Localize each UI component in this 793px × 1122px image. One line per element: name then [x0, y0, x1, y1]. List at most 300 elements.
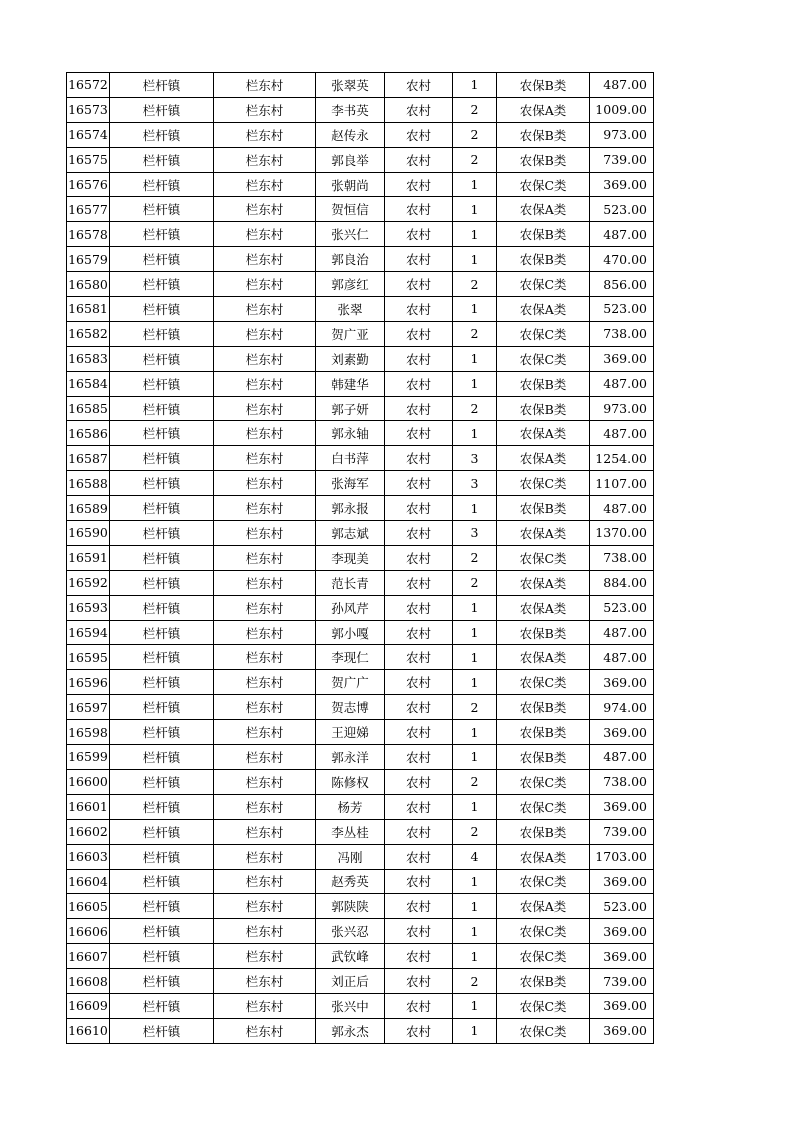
category-cell: 农保B类	[497, 371, 590, 396]
amount-cell: 739.00	[590, 969, 654, 994]
category-cell: 农保A类	[497, 97, 590, 122]
amount-cell: 738.00	[590, 545, 654, 570]
town-cell: 栏杆镇	[110, 720, 214, 745]
table-row	[67, 97, 654, 122]
id-cell: 16589	[67, 496, 110, 521]
id-cell: 16593	[67, 595, 110, 620]
amount-cell: 487.00	[590, 222, 654, 247]
count-cell: 1	[453, 620, 497, 645]
count-cell: 4	[453, 844, 497, 869]
category-cell: 农保B类	[497, 396, 590, 421]
village-cell: 栏东村	[214, 396, 316, 421]
table-row	[67, 595, 654, 620]
id-cell: 16574	[67, 122, 110, 147]
count-cell: 2	[453, 969, 497, 994]
town-cell: 栏杆镇	[110, 521, 214, 546]
count-cell: 1	[453, 595, 497, 620]
amount-cell: 523.00	[590, 894, 654, 919]
amount-cell: 738.00	[590, 769, 654, 794]
amount-cell: 973.00	[590, 396, 654, 421]
name-cell: 贺恒信	[316, 197, 385, 222]
category-cell: 农保A类	[497, 844, 590, 869]
town-cell: 栏杆镇	[110, 346, 214, 371]
name-cell: 郭永轴	[316, 421, 385, 446]
household-type-cell: 农村	[385, 944, 453, 969]
village-cell: 栏东村	[214, 720, 316, 745]
category-cell: 农保B类	[497, 222, 590, 247]
name-cell: 李现美	[316, 545, 385, 570]
count-cell: 1	[453, 869, 497, 894]
household-type-cell: 农村	[385, 371, 453, 396]
count-cell: 2	[453, 122, 497, 147]
data-table	[66, 72, 654, 1044]
amount-cell: 369.00	[590, 919, 654, 944]
count-cell: 1	[453, 645, 497, 670]
category-cell: 农保A类	[497, 521, 590, 546]
amount-cell: 856.00	[590, 272, 654, 297]
category-cell: 农保C类	[497, 321, 590, 346]
village-cell: 栏东村	[214, 346, 316, 371]
id-cell: 16598	[67, 720, 110, 745]
id-cell: 16577	[67, 197, 110, 222]
name-cell: 张海军	[316, 471, 385, 496]
household-type-cell: 农村	[385, 595, 453, 620]
category-cell: 农保B类	[497, 147, 590, 172]
table-row	[67, 396, 654, 421]
name-cell: 冯刚	[316, 844, 385, 869]
village-cell: 栏东村	[214, 794, 316, 819]
id-cell: 16610	[67, 1018, 110, 1043]
category-cell: 农保B类	[497, 73, 590, 98]
count-cell: 3	[453, 446, 497, 471]
name-cell: 武钦峰	[316, 944, 385, 969]
village-cell: 栏东村	[214, 521, 316, 546]
village-cell: 栏东村	[214, 321, 316, 346]
village-cell: 栏东村	[214, 222, 316, 247]
town-cell: 栏杆镇	[110, 222, 214, 247]
table-row	[67, 894, 654, 919]
village-cell: 栏东村	[214, 695, 316, 720]
table-row	[67, 1018, 654, 1043]
town-cell: 栏杆镇	[110, 297, 214, 322]
category-cell: 农保C类	[497, 1018, 590, 1043]
town-cell: 栏杆镇	[110, 73, 214, 98]
id-cell: 16581	[67, 297, 110, 322]
town-cell: 栏杆镇	[110, 794, 214, 819]
category-cell: 农保C类	[497, 346, 590, 371]
id-cell: 16591	[67, 545, 110, 570]
table-row	[67, 147, 654, 172]
village-cell: 栏东村	[214, 247, 316, 272]
category-cell: 农保C类	[497, 272, 590, 297]
count-cell: 1	[453, 919, 497, 944]
id-cell: 16582	[67, 321, 110, 346]
household-type-cell: 农村	[385, 670, 453, 695]
household-type-cell: 农村	[385, 745, 453, 770]
name-cell: 郭永洋	[316, 745, 385, 770]
village-cell: 栏东村	[214, 371, 316, 396]
amount-cell: 1703.00	[590, 844, 654, 869]
household-type-cell: 农村	[385, 993, 453, 1018]
table-row	[67, 695, 654, 720]
id-cell: 16605	[67, 894, 110, 919]
town-cell: 栏杆镇	[110, 894, 214, 919]
category-cell: 农保B类	[497, 695, 590, 720]
id-cell: 16584	[67, 371, 110, 396]
category-cell: 农保A类	[497, 446, 590, 471]
count-cell: 2	[453, 570, 497, 595]
table-row	[67, 645, 654, 670]
category-cell: 农保A类	[497, 570, 590, 595]
amount-cell: 1254.00	[590, 446, 654, 471]
household-type-cell: 农村	[385, 73, 453, 98]
name-cell: 张朝尚	[316, 172, 385, 197]
village-cell: 栏东村	[214, 197, 316, 222]
id-cell: 16573	[67, 97, 110, 122]
category-cell: 农保A类	[497, 595, 590, 620]
category-cell: 农保B类	[497, 819, 590, 844]
count-cell: 1	[453, 73, 497, 98]
id-cell: 16601	[67, 794, 110, 819]
amount-cell: 369.00	[590, 869, 654, 894]
name-cell: 韩建华	[316, 371, 385, 396]
village-cell: 栏东村	[214, 496, 316, 521]
id-cell: 16579	[67, 247, 110, 272]
category-cell: 农保B类	[497, 720, 590, 745]
amount-cell: 487.00	[590, 645, 654, 670]
household-type-cell: 农村	[385, 844, 453, 869]
town-cell: 栏杆镇	[110, 247, 214, 272]
amount-cell: 369.00	[590, 944, 654, 969]
amount-cell: 487.00	[590, 73, 654, 98]
category-cell: 农保B类	[497, 745, 590, 770]
village-cell: 栏东村	[214, 471, 316, 496]
village-cell: 栏东村	[214, 844, 316, 869]
amount-cell: 487.00	[590, 371, 654, 396]
count-cell: 1	[453, 894, 497, 919]
id-cell: 16586	[67, 421, 110, 446]
id-cell: 16600	[67, 769, 110, 794]
id-cell: 16609	[67, 993, 110, 1018]
name-cell: 刘正后	[316, 969, 385, 994]
count-cell: 1	[453, 794, 497, 819]
name-cell: 郭陕陕	[316, 894, 385, 919]
count-cell: 2	[453, 695, 497, 720]
town-cell: 栏杆镇	[110, 745, 214, 770]
count-cell: 2	[453, 769, 497, 794]
name-cell: 郭子妍	[316, 396, 385, 421]
amount-cell: 1009.00	[590, 97, 654, 122]
table-row	[67, 446, 654, 471]
name-cell: 李现仁	[316, 645, 385, 670]
amount-cell: 523.00	[590, 595, 654, 620]
household-type-cell: 农村	[385, 471, 453, 496]
table-row	[67, 172, 654, 197]
town-cell: 栏杆镇	[110, 1018, 214, 1043]
town-cell: 栏杆镇	[110, 371, 214, 396]
amount-cell: 523.00	[590, 197, 654, 222]
town-cell: 栏杆镇	[110, 620, 214, 645]
table-row	[67, 819, 654, 844]
household-type-cell: 农村	[385, 620, 453, 645]
town-cell: 栏杆镇	[110, 993, 214, 1018]
name-cell: 郭良治	[316, 247, 385, 272]
table-row	[67, 272, 654, 297]
category-cell: 农保C类	[497, 993, 590, 1018]
amount-cell: 369.00	[590, 993, 654, 1018]
household-type-cell: 农村	[385, 421, 453, 446]
id-cell: 16583	[67, 346, 110, 371]
town-cell: 栏杆镇	[110, 147, 214, 172]
category-cell: 农保C类	[497, 471, 590, 496]
household-type-cell: 农村	[385, 446, 453, 471]
amount-cell: 487.00	[590, 745, 654, 770]
table-row	[67, 993, 654, 1018]
table-row	[67, 73, 654, 98]
category-cell: 农保B类	[497, 969, 590, 994]
name-cell: 范长青	[316, 570, 385, 595]
id-cell: 16599	[67, 745, 110, 770]
category-cell: 农保C类	[497, 670, 590, 695]
count-cell: 3	[453, 471, 497, 496]
name-cell: 郭永报	[316, 496, 385, 521]
count-cell: 1	[453, 745, 497, 770]
amount-cell: 973.00	[590, 122, 654, 147]
name-cell: 郭永杰	[316, 1018, 385, 1043]
table-row	[67, 745, 654, 770]
village-cell: 栏东村	[214, 570, 316, 595]
table-row	[67, 620, 654, 645]
town-cell: 栏杆镇	[110, 844, 214, 869]
town-cell: 栏杆镇	[110, 944, 214, 969]
village-cell: 栏东村	[214, 670, 316, 695]
id-cell: 16572	[67, 73, 110, 98]
category-cell: 农保C类	[497, 172, 590, 197]
household-type-cell: 农村	[385, 122, 453, 147]
count-cell: 1	[453, 670, 497, 695]
count-cell: 1	[453, 993, 497, 1018]
village-cell: 栏东村	[214, 993, 316, 1018]
table-row	[67, 197, 654, 222]
household-type-cell: 农村	[385, 297, 453, 322]
household-type-cell: 农村	[385, 247, 453, 272]
household-type-cell: 农村	[385, 819, 453, 844]
amount-cell: 738.00	[590, 321, 654, 346]
town-cell: 栏杆镇	[110, 969, 214, 994]
count-cell: 1	[453, 371, 497, 396]
category-cell: 农保B类	[497, 247, 590, 272]
amount-cell: 487.00	[590, 496, 654, 521]
name-cell: 郭志斌	[316, 521, 385, 546]
amount-cell: 884.00	[590, 570, 654, 595]
count-cell: 2	[453, 97, 497, 122]
id-cell: 16580	[67, 272, 110, 297]
town-cell: 栏杆镇	[110, 272, 214, 297]
household-type-cell: 农村	[385, 172, 453, 197]
table-row	[67, 969, 654, 994]
village-cell: 栏东村	[214, 620, 316, 645]
id-cell: 16588	[67, 471, 110, 496]
category-cell: 农保A类	[497, 197, 590, 222]
household-type-cell: 农村	[385, 645, 453, 670]
count-cell: 1	[453, 1018, 497, 1043]
town-cell: 栏杆镇	[110, 545, 214, 570]
amount-cell: 974.00	[590, 695, 654, 720]
count-cell: 1	[453, 247, 497, 272]
table-row	[67, 944, 654, 969]
category-cell: 农保C类	[497, 869, 590, 894]
id-cell: 16606	[67, 919, 110, 944]
table-row	[67, 222, 654, 247]
town-cell: 栏杆镇	[110, 471, 214, 496]
name-cell: 贺广亚	[316, 321, 385, 346]
household-type-cell: 农村	[385, 396, 453, 421]
table-row	[67, 122, 654, 147]
village-cell: 栏东村	[214, 969, 316, 994]
town-cell: 栏杆镇	[110, 919, 214, 944]
name-cell: 张兴中	[316, 993, 385, 1018]
village-cell: 栏东村	[214, 1018, 316, 1043]
village-cell: 栏东村	[214, 919, 316, 944]
amount-cell: 1107.00	[590, 471, 654, 496]
table-row	[67, 247, 654, 272]
id-cell: 16602	[67, 819, 110, 844]
id-cell: 16595	[67, 645, 110, 670]
household-type-cell: 农村	[385, 272, 453, 297]
household-type-cell: 农村	[385, 720, 453, 745]
village-cell: 栏东村	[214, 122, 316, 147]
category-cell: 农保A类	[497, 421, 590, 446]
table-row	[67, 346, 654, 371]
town-cell: 栏杆镇	[110, 396, 214, 421]
village-cell: 栏东村	[214, 272, 316, 297]
table-row	[67, 794, 654, 819]
town-cell: 栏杆镇	[110, 595, 214, 620]
amount-cell: 470.00	[590, 247, 654, 272]
household-type-cell: 农村	[385, 919, 453, 944]
town-cell: 栏杆镇	[110, 695, 214, 720]
town-cell: 栏杆镇	[110, 769, 214, 794]
household-type-cell: 农村	[385, 794, 453, 819]
town-cell: 栏杆镇	[110, 421, 214, 446]
amount-cell: 487.00	[590, 620, 654, 645]
name-cell: 张翠英	[316, 73, 385, 98]
amount-cell: 739.00	[590, 819, 654, 844]
id-cell: 16578	[67, 222, 110, 247]
table-row	[67, 844, 654, 869]
household-type-cell: 农村	[385, 695, 453, 720]
village-cell: 栏东村	[214, 894, 316, 919]
name-cell: 王迎娣	[316, 720, 385, 745]
town-cell: 栏杆镇	[110, 197, 214, 222]
id-cell: 16594	[67, 620, 110, 645]
town-cell: 栏杆镇	[110, 172, 214, 197]
table-row	[67, 496, 654, 521]
household-type-cell: 农村	[385, 1018, 453, 1043]
household-type-cell: 农村	[385, 769, 453, 794]
id-cell: 16597	[67, 695, 110, 720]
village-cell: 栏东村	[214, 97, 316, 122]
id-cell: 16607	[67, 944, 110, 969]
village-cell: 栏东村	[214, 819, 316, 844]
table-row	[67, 670, 654, 695]
name-cell: 赵传永	[316, 122, 385, 147]
amount-cell: 369.00	[590, 720, 654, 745]
amount-cell: 739.00	[590, 147, 654, 172]
name-cell: 孙风芹	[316, 595, 385, 620]
id-cell: 16587	[67, 446, 110, 471]
table-row	[67, 769, 654, 794]
amount-cell: 369.00	[590, 794, 654, 819]
count-cell: 1	[453, 944, 497, 969]
name-cell: 李书英	[316, 97, 385, 122]
town-cell: 栏杆镇	[110, 670, 214, 695]
category-cell: 农保C类	[497, 545, 590, 570]
town-cell: 栏杆镇	[110, 97, 214, 122]
town-cell: 栏杆镇	[110, 645, 214, 670]
amount-cell: 369.00	[590, 670, 654, 695]
village-cell: 栏东村	[214, 147, 316, 172]
village-cell: 栏东村	[214, 595, 316, 620]
table-body	[67, 73, 654, 1044]
town-cell: 栏杆镇	[110, 496, 214, 521]
category-cell: 农保B类	[497, 122, 590, 147]
amount-cell: 523.00	[590, 297, 654, 322]
name-cell: 陈修权	[316, 769, 385, 794]
household-type-cell: 农村	[385, 321, 453, 346]
count-cell: 2	[453, 272, 497, 297]
town-cell: 栏杆镇	[110, 321, 214, 346]
village-cell: 栏东村	[214, 446, 316, 471]
count-cell: 2	[453, 321, 497, 346]
name-cell: 郭小嘎	[316, 620, 385, 645]
category-cell: 农保A类	[497, 894, 590, 919]
name-cell: 郭彦红	[316, 272, 385, 297]
name-cell: 贺志博	[316, 695, 385, 720]
town-cell: 栏杆镇	[110, 869, 214, 894]
table-row	[67, 570, 654, 595]
table-row	[67, 471, 654, 496]
amount-cell: 369.00	[590, 1018, 654, 1043]
household-type-cell: 农村	[385, 894, 453, 919]
town-cell: 栏杆镇	[110, 570, 214, 595]
village-cell: 栏东村	[214, 745, 316, 770]
household-type-cell: 农村	[385, 197, 453, 222]
count-cell: 1	[453, 297, 497, 322]
category-cell: 农保B类	[497, 496, 590, 521]
table-row	[67, 371, 654, 396]
town-cell: 栏杆镇	[110, 446, 214, 471]
table-row	[67, 869, 654, 894]
amount-cell: 369.00	[590, 172, 654, 197]
category-cell: 农保C类	[497, 794, 590, 819]
table-row	[67, 521, 654, 546]
id-cell: 16604	[67, 869, 110, 894]
village-cell: 栏东村	[214, 545, 316, 570]
household-type-cell: 农村	[385, 969, 453, 994]
village-cell: 栏东村	[214, 73, 316, 98]
amount-cell: 369.00	[590, 346, 654, 371]
count-cell: 2	[453, 147, 497, 172]
table-row	[67, 297, 654, 322]
id-cell: 16608	[67, 969, 110, 994]
name-cell: 郭良举	[316, 147, 385, 172]
id-cell: 16585	[67, 396, 110, 421]
amount-cell: 1370.00	[590, 521, 654, 546]
id-cell: 16575	[67, 147, 110, 172]
town-cell: 栏杆镇	[110, 122, 214, 147]
count-cell: 1	[453, 222, 497, 247]
